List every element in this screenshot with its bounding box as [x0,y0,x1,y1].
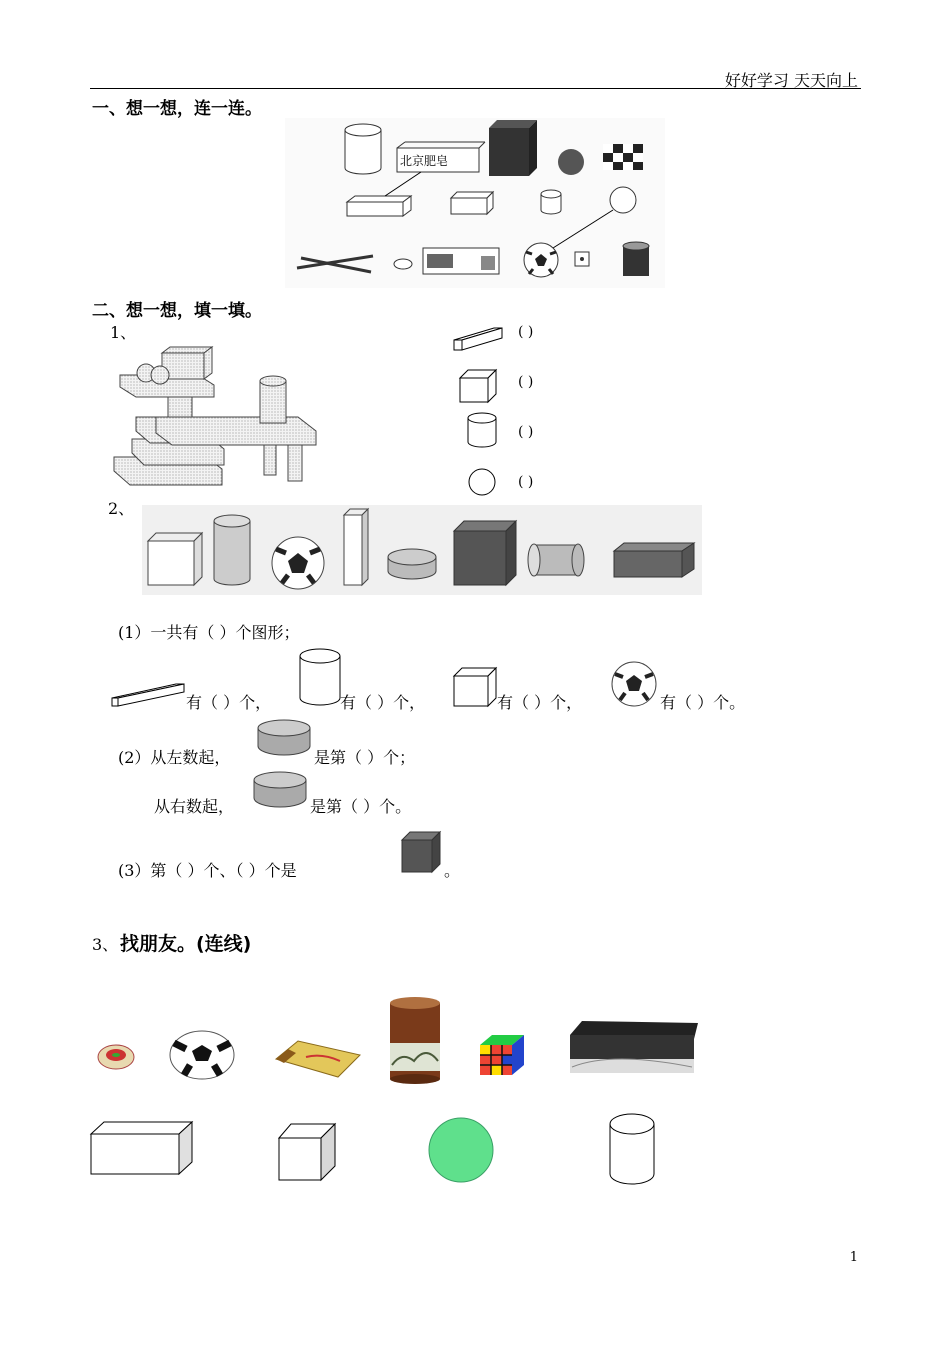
small-cylinder-icon [541,190,561,214]
q2-sub1: (1）一共有（ ）个图形； [118,623,300,642]
header-divider [90,88,861,89]
dark-cube-icon [402,832,440,872]
soccer-ball-icon [524,243,558,277]
blank-cuboid[interactable]: ( ) [518,324,534,340]
count-cylinder: 有（ ）个， [340,693,426,712]
dark-cube-icon [489,120,537,176]
page-number: 1 [849,1250,858,1265]
section2-title: 二、想一想，填一填。 [92,301,262,321]
objects-row [92,995,702,1085]
sphere-icon [610,187,636,213]
q2-sub3-pre: (3）第（ ）个、（ ）个是 [118,861,297,880]
tea-can-icon [390,997,440,1084]
header-motto: 好好学习 天天向上 [724,71,858,90]
count-cuboid: 有（ ）个， [186,693,272,712]
shapes-row [88,1110,663,1190]
flat-cylinder-icon [254,772,306,807]
count-cube: 有（ ）个， [497,693,583,712]
flat-cuboid-icon [347,196,411,216]
cuboid-icon [91,1122,192,1174]
checkered-cube-icon [603,144,643,170]
cylinder-icon [468,413,496,447]
q1-number: 1、 [110,323,137,342]
cube-icon [460,370,496,402]
q2-sub2b-pre: 从右数起， [154,797,235,816]
q2-sub2a-post: 是第（ ）个； [314,748,416,767]
blank-cube[interactable]: ( ) [518,374,534,390]
sphere-icon [469,469,495,495]
soap-label: 北京肥皂 [400,154,449,168]
section3-title: 找朋友。(连线) [120,933,252,955]
soccer-ball-icon [170,1031,234,1079]
section1-title: 一、想一想，连一连。 [92,99,262,119]
q2-sub2a-pre: (2）从左数起， [118,748,231,767]
green-ball-icon [429,1118,493,1182]
cylinder-icon [610,1114,654,1184]
q2-number: 2、 [108,499,135,518]
q2-sub2b-post: 是第（ ）个。 [310,797,412,816]
flat-cylinder-icon [258,720,310,755]
yoyo-icon [98,1045,134,1069]
long-cuboid-icon [112,684,184,706]
q2-shapes-row [142,505,702,595]
rubiks-cube-icon [480,1035,524,1075]
dice-icon [575,252,589,266]
section3-number: 3、 [92,935,119,954]
small-cuboid-icon [451,192,493,214]
cube-icon [279,1124,335,1180]
tin-can-icon [623,242,649,276]
section1-figure [285,118,665,288]
dark-ball-icon [558,149,584,175]
cylinder-icon [345,124,381,174]
shoebox-icon [570,1021,698,1073]
coin-icon [394,259,412,269]
q2-sub3-post: 。 [444,861,461,880]
blank-cylinder[interactable]: ( ) [518,424,534,440]
long-cuboid-icon [454,328,502,350]
product-box-icon [423,248,499,274]
matchbox-icon [276,1041,360,1077]
cube-icon [454,668,496,706]
cylinder-icon [300,649,340,705]
block-tower-figure [112,345,322,490]
soccer-ball-icon [612,662,656,706]
blank-sphere[interactable]: ( ) [518,474,534,490]
count-ball: 有（ ）个。 [660,693,746,712]
